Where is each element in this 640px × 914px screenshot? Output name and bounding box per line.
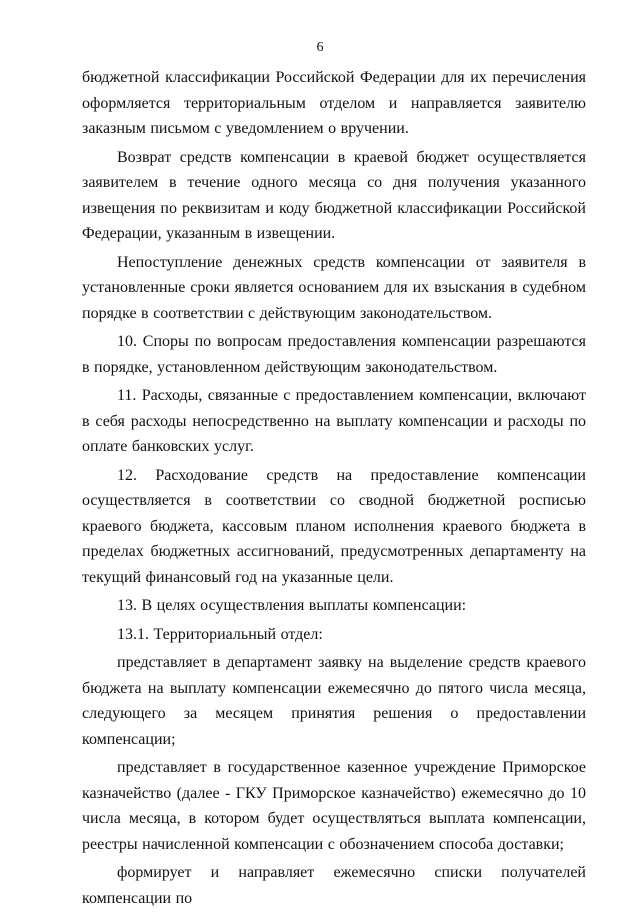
paragraph-12: 12. Расходование средств на предоставление компенсации осуществляется в соответствии со сводной бюджетной росписью краевого бюджета, кассовым планом исполнения краевого бюджета в пределах бюджетных ассигнований, предусмотренных департаменту на текущий финансовый год на указанные цели. (82, 466, 586, 586)
paragraph-13: 13. В целях осуществления выплаты компенсации: (117, 597, 467, 614)
paragraph-11: 11. Расходы, связанные с предоставлением компенсации, включают в себя расходы непосредственно на выплату компенсации и расходы по оплате банковских услуг. (82, 387, 586, 455)
paragraph-10: 10. Споры по вопросам предоставления компенсации разрешаются в порядке, установленном действующим законодательством. (82, 333, 586, 376)
paragraph-13-1: 13.1. Территориальный отдел: (117, 625, 323, 643)
paragraph-non-receipt: Непоступление денежных средств компенсации от заявителя в установленные сроки является основанием для их взыскания в судебном порядке в соответствии с действующим законодательством. (82, 253, 586, 322)
page-number: 6 (316, 40, 324, 55)
paragraph-continuation: бюджетной классификации Российской Федерации для их перечисления оформляется территориальным отделом и направляется заявителю заказным письмом с уведомлением о вручении. (82, 69, 586, 137)
paragraph-registers: представляет в государственное казенное учреждение Приморское казначейство (далее - ГКУ Приморское казначейство) ежемесячно до 10 числа месяца, в котором будет осуществляться выплата компенсации, реестры начисленной компенсации с обозначением способа доставки; (82, 759, 586, 853)
paragraph-refund: Возврат средств компенсации в краевой бюджет осуществляется заявителем в течение одного месяца со дня получения указанного извещения по реквизитам и коду бюджетной классификации Российской Федерации, указанным в извещении. (82, 148, 586, 242)
paragraph-lists: формирует и направляет ежемесячно списки получателей компенсации по (82, 864, 586, 907)
paragraph-request: представляет в департамент заявку на выделение средств краевого бюджета на выплату компенсации ежемесячно до пятого числа месяца, следующего за месяцем принятия решения о предоставлении компенсации; (82, 654, 586, 748)
document-body (82, 65, 586, 914)
